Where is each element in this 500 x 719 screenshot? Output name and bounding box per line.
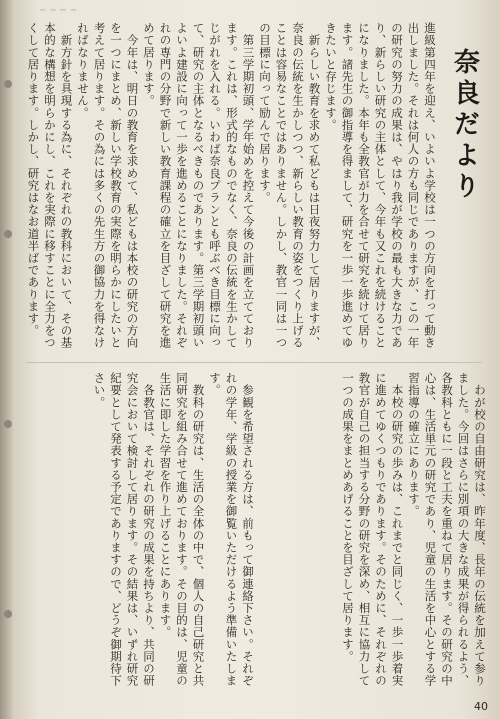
page-title: 奈良だより [449, 48, 480, 203]
top-text-block [18, 22, 490, 360]
text-column-bottom-right: わが校の自由研究は、昨年度、長年の伝統を加えて参りました。今回はさらに別項の大きな成果が得られるよう、各教科ともに一段と工夫を重ねて居ります。その研究の中心は、生活単元の研究であり、児童の生活を中心とする学習指導の確立にあります。 本校の研究の歩みは、これまでと同じく、一歩一歩着実に進めてゆくつもりであります。そのために、それぞれの教官が自己の担当する分野の研究を深め、相互に協力して一つの成果をまとめあげることを目ざして居ります。 [341, 372, 487, 687]
bottom-text-block [18, 372, 490, 692]
text-column-top-right: 進級第四年を迎え、いよいよ学校は一つの方向を打って動き出しました。それは何人の方も同じでありますが、この一年の研究の努力の成果は、やはり我が学校の最も大きな力であり、新らしい研究の主体として、今年も又これを続けることになりました。本年も全教官が力を合せて研究を続けて居ります。諸先生の御指導を得まして、研究を一歩一歩進めてゆきたいと存じます。 新らしい教育を求めて私どもは日夜努力して居りますが、奈良の伝統を生かしつつ、新らしい教育の姿をつくり上げることは容易なことではありません。しかし、教官一同は一つの目標に向って励んで居ります。 第三学期初頭、学年始めを控えて今後の計画を立てております。これは、形式的なものでなく、奈良の伝統を生かして [225, 22, 437, 349]
text-column-bottom-left: 参観を希望される方は、前もって御連絡下さい。それぞれの学年、学級の授業を御覧いただけるよう準備いたします。 教科の研究は、生活の全体の中で、個人の自己研究と共同研究を組み合せて進めております。その目的は、児童の生活に即した学習を作り上げることにあります。 各教官は、それぞれの研究の成果を持ちより、共同の研究会において検討して居ります。その結果は、いずれ研究紀要として発表する予定でありますので、どうぞ御期待下さい。 [92, 372, 255, 687]
page-number: 40 [474, 700, 488, 713]
section-divider [26, 362, 482, 363]
handwritten-note: ─ ─ ─ ─ [40, 6, 78, 16]
title-column [440, 22, 490, 360]
text-column-top-left: じがれを入れる。いわば奈良プランとも呼ぶべき目標に向って、研究の主体となるべきものであります。第三学期初頭いよいよ建設に向って一歩を進めることになりました。それぞれの専門の分野で新しい教育課程の確立を目ざして研究を進めて居ります。 今年は、明日の教育を求めて、私どもは本校の研究の方向を一つにまとめ、新しい学校教育の実際を明らかにしたいと考えて居ります。その為には多くの先生方の御協力を得なければなりません。 新方針を具現する為に、それぞれの教科において、その基本的な構想を明らかにし、これを実際に移すことに全力をつくして居ります。しかし、研究はなお道半ばであります。 [26, 22, 222, 349]
